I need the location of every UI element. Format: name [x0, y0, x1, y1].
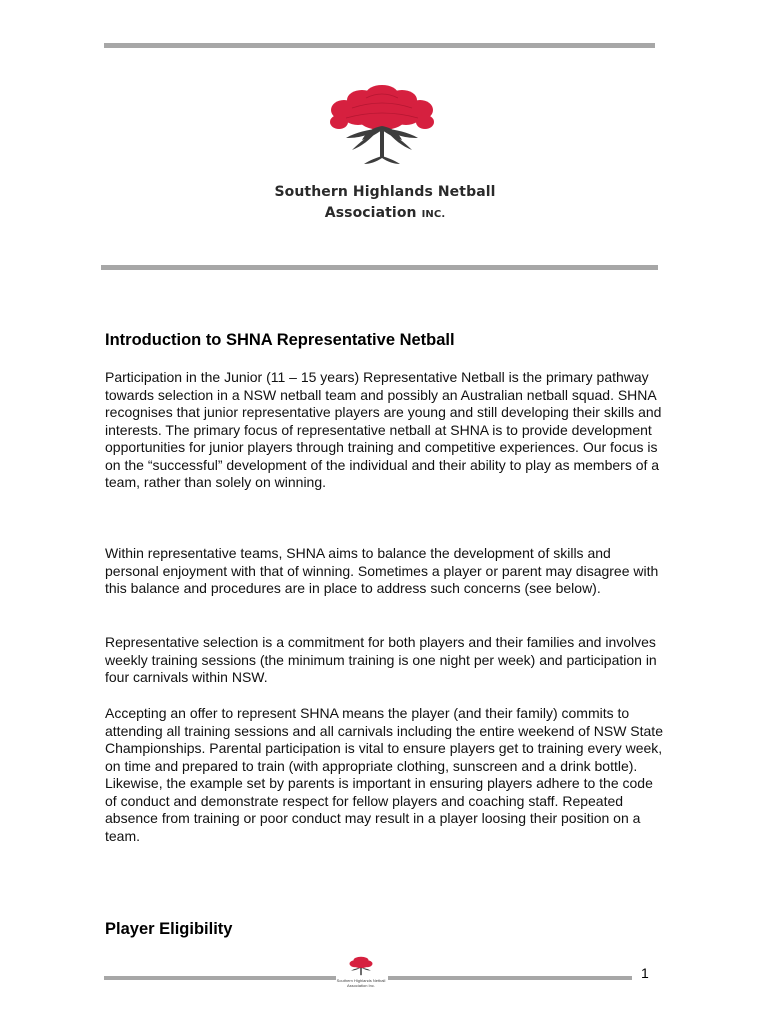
footer-logo-text [336, 978, 386, 988]
org-name-line2 [240, 203, 530, 225]
section-title-player-eligibility: Player Eligibility [105, 920, 233, 938]
footer-logo-text-line1: Southern Highlands Netball [336, 978, 386, 983]
section-title: Introduction to SHNA Representative Netball [105, 331, 455, 349]
paragraph: Within representative teams, SHNA aims to balance the development of skills and personal enjoyment with that of winning. Sometimes a player or parent may disagree with this balance and procedures are in place to address such concerns (see below). [105, 545, 659, 596]
waratah-flower-logo-icon [322, 84, 442, 166]
page-number: 1 [641, 965, 649, 981]
org-name-association: Association [324, 205, 417, 221]
footer-divider-left [104, 976, 336, 980]
footer-waratah-icon [346, 956, 376, 978]
header-bottom-divider [101, 265, 658, 270]
org-name-line1: Southern Highlands Netball [274, 184, 496, 200]
footer-logo-text-line2: Association Inc. [346, 983, 375, 988]
header-top-divider [104, 43, 655, 48]
paragraph: Representative selection is a commitment for both players and their families and involves weekly training sessions (the minimum training is one night per week) and participation in four carnivals within NSW. [105, 634, 657, 685]
paragraph: Participation in the Junior (11 – 15 years) Representative Netball is the primary pathway towards selection in a NSW netball team and possibly an Australian netball squad. SHNA recognises that junior representative players are young and still developing their skills and interests. The primary focus of representative netball at SHNA is to provide development opportunities for junior players through training and competitive experiences. Our focus is on the “successful” development of the individual and their ability to play as members of a team, rather than solely on winning. [105, 369, 662, 490]
paragraph: Accepting an offer to represent SHNA means the player (and their family) commits to attending all training sessions and all carnivals including the entire weekend of NSW State Championships. Parental participation is vital to ensure players get to training every week, on time and prepared to train (with appropriate clothing, sunscreen and a drink bottle). Likewise, the example set by parents is important in ensuring players adhere to the code of conduct and demonstrate respect for fellow players and coaching staff. Repeated absence from training or poor conduct may result in a player loosing their position on a team. [105, 705, 663, 844]
organisation-name [240, 182, 530, 225]
footer-divider-right [388, 976, 632, 980]
footer-logo [336, 956, 386, 996]
org-name-suffix: INC. [421, 209, 446, 220]
